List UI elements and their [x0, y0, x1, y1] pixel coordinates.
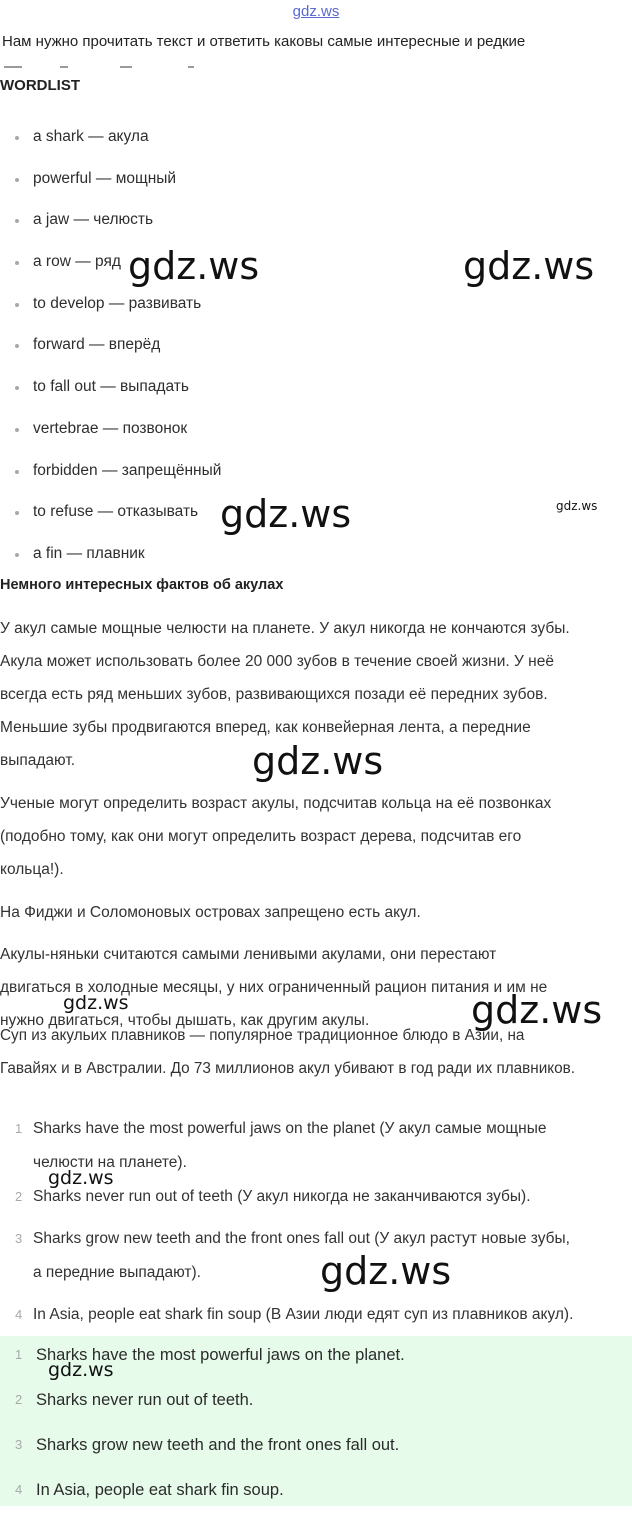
answer-line: Sharks have the most powerful jaws on the planet (У акул самые мощные — [33, 1120, 547, 1137]
watermark: gdz.ws — [48, 1167, 114, 1189]
bullet-icon — [15, 219, 19, 223]
wordlist-item-text: to fall out — выпадать — [33, 378, 189, 396]
final-answer-text: Sharks never run out of teeth. — [36, 1391, 254, 1409]
wordlist-item — [0, 283, 221, 325]
wordlist-item-text: to refuse — отказывать — [33, 503, 199, 521]
wordlist-item-text: forbidden — запрещённый — [33, 461, 222, 479]
wordlist-item — [0, 158, 221, 200]
wordlist-item-text: a fin — плавник — [33, 544, 145, 562]
item-number: 2 — [15, 1189, 23, 1204]
paragraph-line: двигаться в холодные месяцы, у них ограниченный рацион питания и им не — [0, 979, 548, 996]
wordlist-item — [0, 116, 221, 158]
final-answer-text: Sharks grow new teeth and the front ones fall out. — [36, 1436, 400, 1454]
paragraph-line: всегда есть ряд меньших зубов, развивающихся позади её передних зубов. — [0, 686, 548, 703]
paragraph-line: выпадают. — [0, 752, 76, 769]
fact-paragraph — [0, 787, 632, 886]
wordlist-item-text: a row — ряд — [33, 253, 121, 271]
paragraph-line: Акула может использовать более 20 000 зубов в течение своей жизни. У неё — [0, 653, 554, 670]
wordlist-item-text: powerful — мощный — [33, 169, 177, 187]
wordlist-item — [0, 199, 221, 241]
item-number: 1 — [15, 1121, 23, 1136]
watermark: gdz.ws — [471, 988, 603, 1032]
final-answer-item — [0, 1381, 405, 1426]
bullet-icon — [15, 386, 19, 390]
bullet-icon — [15, 553, 19, 557]
answer-line: In Asia, people eat shark fin soup (В Азии люди едят суп из плавников акул). — [33, 1306, 574, 1323]
bullet-icon — [15, 470, 19, 474]
answer-line: челюсти на планете). — [33, 1154, 187, 1171]
paragraph-line: Ученые могут определить возраст акулы, подсчитав кольца на её позвонках — [0, 795, 552, 812]
answers-list — [0, 1112, 573, 1332]
bullet-icon — [15, 261, 19, 265]
bullet-icon — [15, 136, 19, 140]
bullet-icon — [15, 178, 19, 182]
bullet-icon — [15, 511, 19, 515]
facts-heading: Немного интересных фактов об акулах — [0, 577, 284, 593]
watermark: gdz.ws — [220, 492, 352, 536]
wordlist-item-text: a jaw — челюсть — [33, 211, 154, 229]
wordlist-item-text: a shark — акула — [33, 128, 149, 145]
item-number: 3 — [15, 1231, 23, 1246]
item-number: 3 — [15, 1437, 23, 1452]
answer-item — [0, 1298, 573, 1332]
paragraph-line: нужно двигаться, чтобы дышать, как другим акулы. — [0, 1012, 370, 1029]
item-number: 4 — [15, 1482, 23, 1497]
wordlist-item-text: to develop — развивать — [33, 294, 202, 312]
watermark: gdz.ws — [320, 1249, 452, 1293]
wordlist-item — [0, 533, 221, 575]
paragraph-line: кольца!). — [0, 861, 64, 878]
answer-line: Sharks grow new teeth and the front ones fall out (У акул растут новые зубы, — [33, 1230, 570, 1247]
wordlist-item — [0, 324, 221, 366]
answer-line: а передние выпадают). — [33, 1264, 201, 1281]
bullet-icon — [15, 303, 19, 307]
fact-paragraph — [0, 896, 632, 929]
watermark: gdz.ws — [556, 499, 598, 513]
paragraph-line: У акул самые мощные челюсти на планете. У акул никогда не кончаются зубы. — [0, 620, 570, 637]
paragraph-line: Суп из акульих плавников — популярное традиционное блюдо в Азии, на — [0, 1027, 525, 1044]
item-number: 2 — [15, 1392, 23, 1407]
watermark-top[interactable]: gdz.ws — [292, 3, 340, 20]
wordlist-item — [0, 366, 221, 408]
watermark: gdz.ws — [128, 244, 260, 288]
final-answer-item — [0, 1426, 405, 1471]
paragraph-line: Акулы-няньки считаются самыми ленивыми акулами, они перестают — [0, 946, 497, 963]
intro-text: Нам нужно прочитать текст и ответить каковы самые интересные и редкие — [2, 33, 526, 50]
watermark: gdz.ws — [48, 1359, 114, 1381]
paragraph-line: Гавайях и в Австралии. До 73 миллионов акул убивают в год ради их плавников. — [0, 1060, 576, 1077]
watermark: gdz.ws — [252, 739, 384, 783]
wordlist-item — [0, 450, 221, 492]
wordlist-item — [0, 408, 221, 450]
watermark: gdz.ws — [463, 244, 595, 288]
wordlist-heading: WORDLIST — [0, 77, 80, 94]
final-answer-text: In Asia, people eat shark fin soup. — [36, 1481, 284, 1499]
final-answer-item — [0, 1471, 405, 1516]
watermark: gdz.ws — [63, 992, 129, 1014]
item-number: 4 — [15, 1307, 23, 1322]
paragraph-line: Меньшие зубы продвигаются вперед, как конвейерная лента, а передние — [0, 719, 531, 736]
bullet-icon — [15, 428, 19, 432]
answer-item — [0, 1222, 573, 1290]
paragraph-line: (подобно тому, как они могут определить возраст дерева, подсчитав его — [0, 828, 522, 845]
wordlist-item — [0, 491, 221, 533]
final-answer-text: Sharks have the most powerful jaws on the planet. — [36, 1346, 405, 1364]
cropped-text-line — [0, 64, 200, 70]
wordlist-item-text: vertebrae — позвонок — [33, 419, 188, 437]
wordlist-item-text: forward — вперёд — [33, 336, 161, 354]
item-number: 1 — [15, 1347, 23, 1362]
wordlist — [0, 116, 221, 575]
bullet-icon — [15, 344, 19, 348]
answer-line: Sharks never run out of teeth (У акул никогда не заканчиваются зубы). — [33, 1188, 531, 1205]
paragraph-line: На Фиджи и Соломоновых островах запрещено есть акул. — [0, 904, 421, 921]
